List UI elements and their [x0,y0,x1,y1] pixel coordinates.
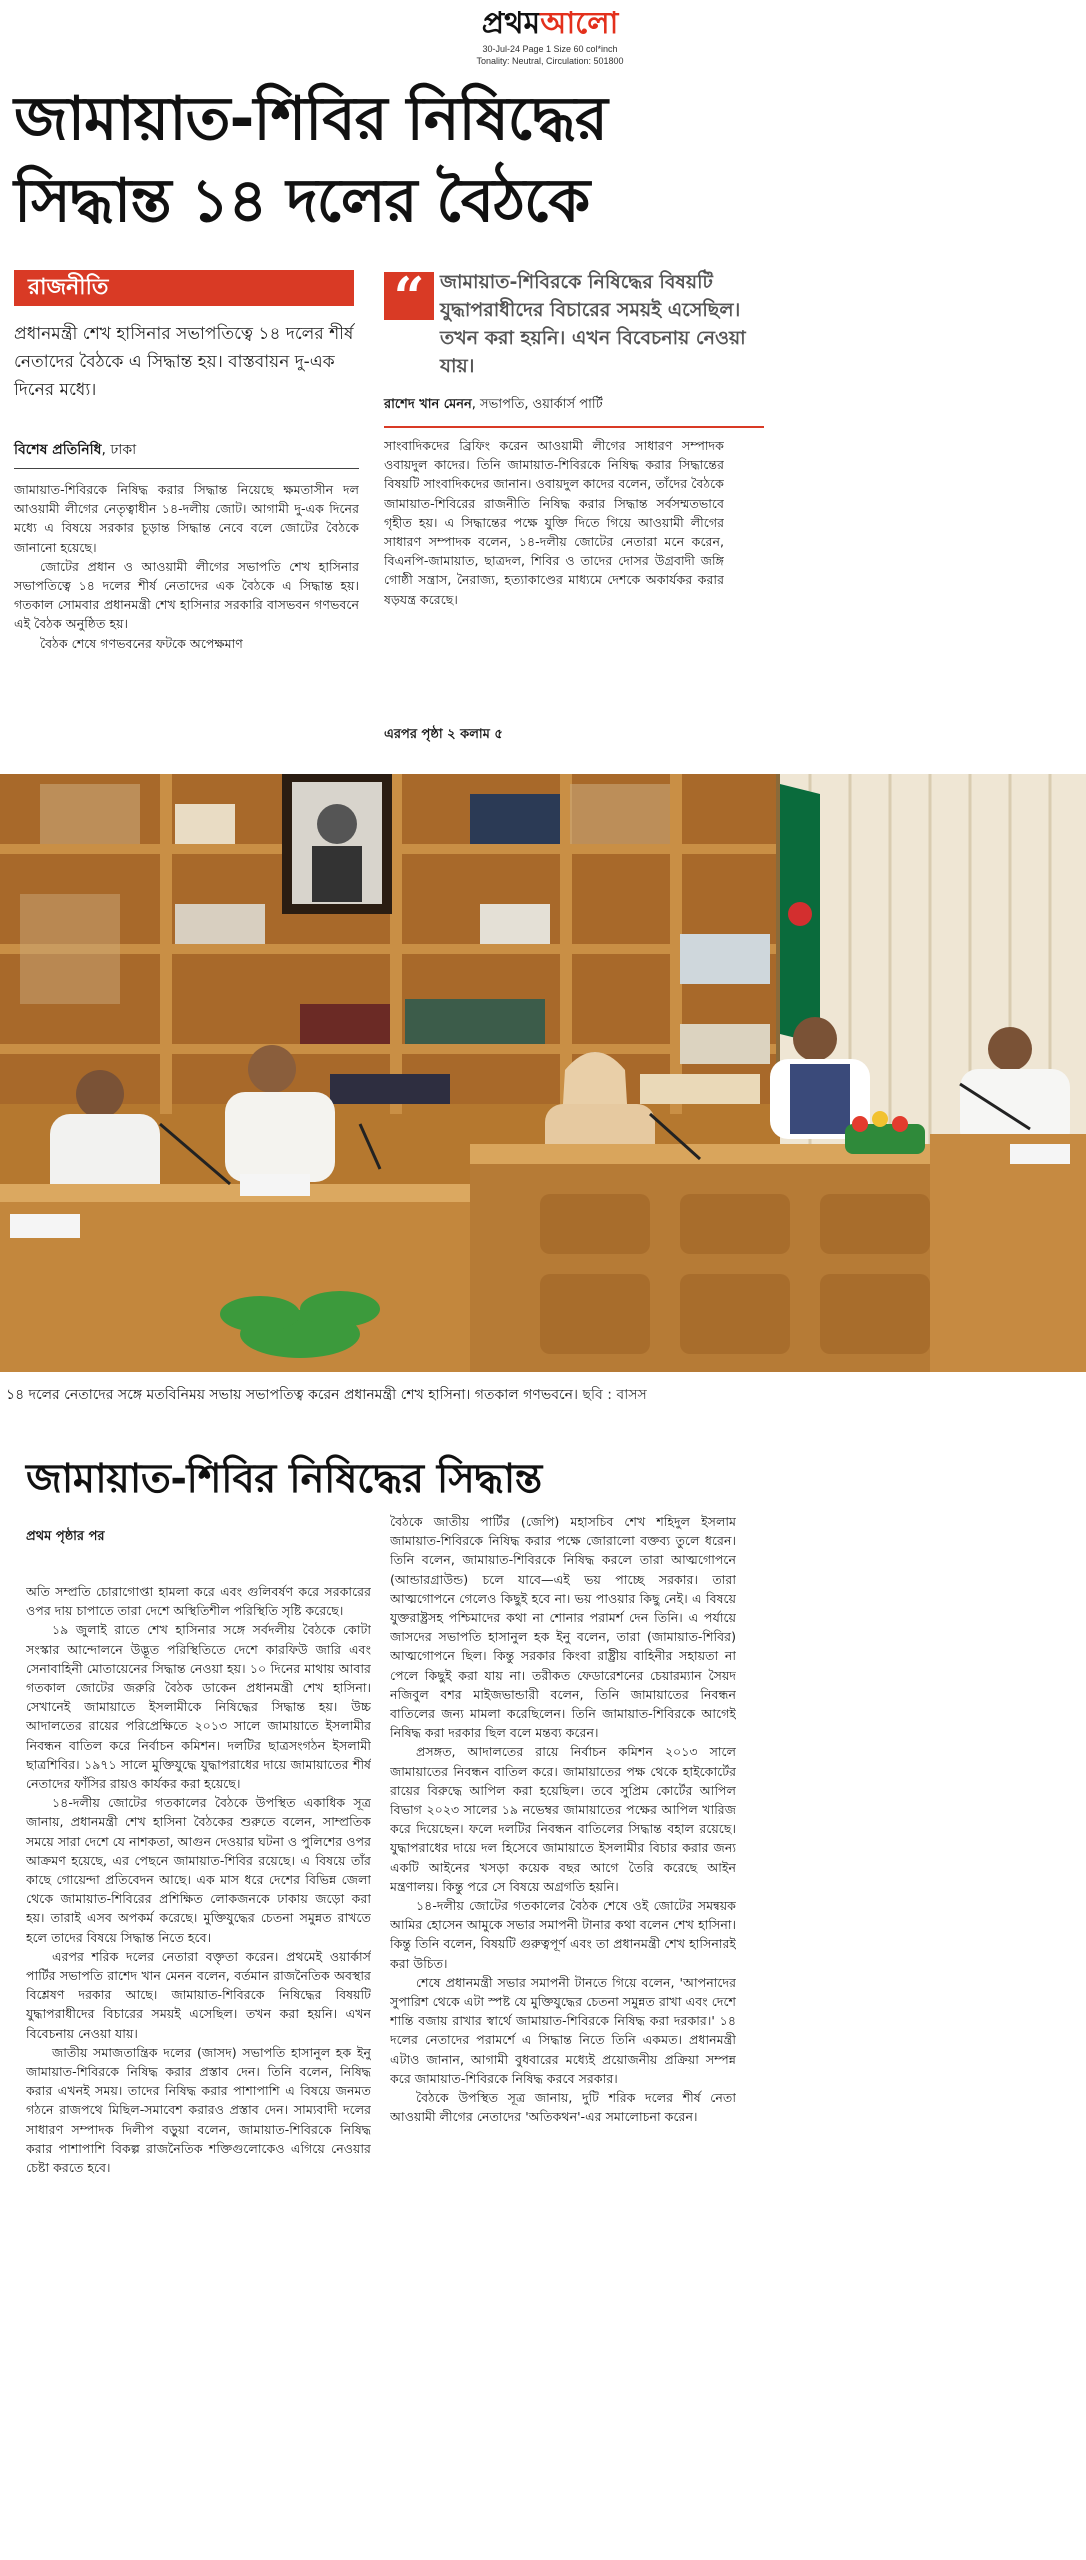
jump-left-paragraph: অতি সম্প্রতি চোরাগোপ্তা হামলা করে এবং গুলিবর্ষণ করে সরকারের ওপর দায় চাপাতে তারা দেশে অস্থিতিশীল পরিস্থিতি সৃষ্টি করেছে। [26,1584,371,1619]
article-left-paragraph: বৈঠক শেষে গণভবনের ফটকে অপেক্ষমাণ [40,635,243,651]
jump-left-paragraph: ১৯ জুলাই রাতে শেখ হাসিনার সঙ্গে সর্বদলীয় বৈঠকে কোটা সংস্কার আন্দোলনে উদ্ভূত পরিস্থিতিতে দেশে কারফিউ জারি এবং সেনাবাহিনী মোতায়েনের সিদ্ধান্ত নেওয়া হয়। ১০ দিনের মাথায় আবার গতকাল জোটের জরুরি বৈঠক ডাকেন প্রধানমন্ত্রী শেখ হাসিনা। সেখানেই জামায়াতে ইসলামীকে নিষিদ্ধের সিদ্ধান্ত হয়। উচ্চ আদালতের রায়ের পরিপ্রেক্ষিতে ২০১৩ সালে জামায়াতে ইসলামীর নিবন্ধন বাতিল করে নির্বাচন কমিশন। দলটির ছাত্রসংগঠন ইসলামী ছাত্রশিবির। ১৯৭১ সালে মুক্তিযুদ্ধে যুদ্ধাপরাধের দায়ে জামায়াতের শীর্ষ নেতাদের ফাঁসির রায়ও কার্যকর করা হয়েছে। [26,1622,371,1792]
main-headline [14,78,1074,242]
logo-text-left: প্রথম [481,6,541,41]
newspaper-logo [482,6,619,42]
quote-author [384,396,764,414]
article-left-paragraph: জামায়াত-শিবিরকে নিষিদ্ধ করার সিদ্ধান্ত নিয়েছে ক্ষমতাসীন দল আওয়ামী লীগের নেতৃত্বাধীন ১৪-দলীয় জোট। আগামী দু-এক দিনের মধ্যে এ বিষয়ে সরকার চূড়ান্ত সিদ্ধান্ত নেবে বলে জোটের বৈঠকে জানানো হয়েছে। [14,482,359,555]
continue-note: এরপর পৃষ্ঠা ২ কলাম ৫ [384,727,503,742]
photo-credit: ছবি : বাসস [582,1387,647,1403]
quote-mark-icon [384,272,434,320]
masthead [400,6,700,66]
continued-from-note: প্রথম পৃষ্ঠার পর [26,1529,105,1544]
jump-left-paragraph: ১৪-দলীয় জোটের গতকালের বৈঠকে উপস্থিত একাধিক সূত্র জানায়, প্রধানমন্ত্রী শেখ হাসিনা বৈঠকের শুরুতে বলেন, সাম্প্রতিক সময়ে সারা দেশে যে নাশকতা, আগুন দেওয়ার ঘটনা ও পুলিশের ওপর আক্রমণ হয়েছে, এর পেছনে জামায়াত-শিবির রয়েছে। এ বিষয়ে তাঁর কাছে গোয়েন্দা প্রতিবেদন আছে। এক মাস ধরে দেশের বিভিন্ন জেলা থেকে জামায়াত-শিবিরের প্রশিক্ষিত লোকজনকে ঢাকায় জড়ো করা হয়। তারাই এসব অপকর্ম করেছে। মুক্তিযুদ্ধের চেতনা সমুন্নত রাখতে হলে তাদের বিষয়ে সিদ্ধান্ত নিতে হবে। [26,1795,371,1945]
jump-left-paragraph: এরপর শরিক দলের নেতারা বক্তৃতা করেন। প্রথমেই ওয়ার্কার্স পার্টির সভাপতি রাশেদ খান মেনন বলেন, বর্তমান রাজনৈতিক অবস্থার বিশ্লেষণ দরকার আছে। জামায়াত-শিবিরকে নিষিদ্ধের বিষয়টি যুদ্ধাপরাধীদের বিচারের সময়ই এসেছিল। তখন করা হয়নি। এখন বিবেচনায় নেওয়া যায়। [26,1948,371,2041]
jump-right-column [390,1512,736,2550]
photo-caption [6,1384,1080,1406]
headline-line1: জামায়াত-শিবির নিষিদ্ধের [14,84,607,154]
jump-headline: জামায়াত-শিবির নিষিদ্ধের সিদ্ধান্ত [26,1456,542,1502]
jump-left-column [26,1582,371,2550]
jump-right-paragraph: ১৪-দলীয় জোটের গতকালের বৈঠক শেষে ওই জোটের সমন্বয়ক আমির হোসেন আমুকে সভার সমাপনী টানার কথা বলেন শেখ হাসিনা। কিন্তু তিনি বলেন, বিষয়টি গুরুত্বপূর্ণ এবং তা প্রধানমন্ত্রী শেখ হাসিনারই করা উচিত। [390,1898,736,1971]
clip-meta-line2: Tonality: Neutral, Circulation: 501800 [476,56,624,66]
quote-author-title: , সভাপতি, ওয়ার্কার্স পার্টি [471,397,603,412]
byline-divider [14,468,359,469]
article-left-column [14,480,359,770]
pull-quote: জামায়াত-শিবিরকে নিষিদ্ধের বিষয়টি যুদ্ধাপরাধীদের বিচারের সময়ই এসেছিল। তখন করা হয়নি। এখন বিবেচনায় নেওয়া যায়। [440,271,746,377]
jump-right-paragraph: প্রসঙ্গত, আদালতের রায়ে নির্বাচন কমিশন ২০১৩ সালে জামায়াতের নিবন্ধন বাতিল করে। জামায়াতের পক্ষ থেকে হাইকোর্টের রায়ের বিরুদ্ধে আপিল করা হয়েছিল। তবে সুপ্রিম কোর্টের আপিল বিভাগ ২০২৩ সালের ১৯ নভেম্বর জামায়াতের পক্ষের আপিল খারিজ করে দিয়েছেন। ফলে দলটির নিবন্ধন বাতিলের সিদ্ধান্ত বহাল রয়েছে। যুদ্ধাপরাধের দায়ে দল হিসেবে জামায়াতে ইসলামীর বিচার করার জন্য একটি আইনের খসড়া কয়েক বছর আগে তৈরি করেছে আইন মন্ত্রণালয়। কিন্তু পরে সে বিষয়ে অগ্রগতি হয়নি। [390,1744,736,1894]
svg-text:“: “ [393,272,425,320]
meeting-photo [0,774,1086,1372]
meeting-photo-illustration [0,774,1086,1372]
byline-role: বিশেষ প্রতিনিধি [14,442,102,458]
logo-text-right: আলো [540,6,619,41]
jump-right-paragraph: বৈঠকে উপস্থিত সূত্র জানায়, দুটি শরিক দলের শীর্ষ নেতা আওয়ামী লীগের নেতাদের 'অতিকথন'-এর সমালোচনা করেন। [390,2090,736,2125]
article-left-paragraph: জোটের প্রধান ও আওয়ামী লীগের সভাপতি শেখ হাসিনার সভাপতিত্বে ১৪ দলের শীর্ষ নেতাদের এক বৈঠকে এ সিদ্ধান্ত হয়। গতকাল সোমবার প্রধানমন্ত্রী শেখ হাসিনার সরকারি বাসভবন গণভবনে এই বৈঠক অনুষ্ঠিত হয়। [14,558,359,632]
quote-author-name: রাশেদ খান মেনন [384,397,472,412]
clip-meta-line1: 30-Jul-24 Page 1 Size 60 col*inch [482,44,618,54]
byline [14,440,359,460]
quote-divider [384,426,764,428]
headline-line2: সিদ্ধান্ত ১৪ দলের বৈঠকে [14,166,590,236]
lead-paragraph: প্রধানমন্ত্রী শেখ হাসিনার সভাপতিত্বে ১৪ দলের শীর্ষ নেতাদের বৈঠকে এ সিদ্ধান্ত হয়। বাস্তবায়ন দু-এক দিনের মধ্যে। [14,324,354,400]
jump-right-paragraph: বৈঠকে জাতীয় পার্টির (জেপি) মহাসচিব শেখ শহিদুল ইসলাম জামায়াত-শিবিরকে নিষিদ্ধ করার পক্ষে জোরালো বক্তব্য তুলে ধরেন। তিনি বলেন, জামায়াত-শিবিরকে নিষিদ্ধ করলে তারা আত্মগোপনে (আন্ডারগ্রাউন্ড) চলে যাবে—এই ভয় পাচ্ছে সরকার। তারা আত্মগোপনে গেলেও কিছুই হবে না। ভয় পাওয়ার কিছু নেই। এ বিষয়ে যুক্তরাষ্ট্রসহ পশ্চিমাদের কথা না শোনার পরামর্শ দেন তিনি। এ পর্যায়ে জাসদের সভাপতি হাসানুল হক ইনু বলেন, তারা (জামায়াত-শিবির) আত্মগোপনে ছিল। কিন্তু সরকার কিংবা রাষ্ট্রীয় বাহিনীর সহায়তা না পেলে কিছুই করা যায় না। তরীকত ফেডারেশনের চেয়ারম্যান সৈয়দ নজিবুল বশর মাইজভান্ডারী বলেন, তিনি জামায়াতের নিবন্ধন বাতিলের জন্য মামলা করেছিলেন। তিনি জামায়াত-শিবিরকে আগেই নিষিদ্ধ করা দরকার ছিল বলে মন্তব্য করেন। [390,1514,736,1741]
article-right-column [384,436,724,718]
section-tag: রাজনীতি [14,270,354,306]
byline-place: , ঢাকা [101,442,137,458]
article-right-paragraph: সাংবাদিকদের ব্রিফিং করেন আওয়ামী লীগের সাধারণ সম্পাদক ওবায়দুল কাদের। তিনি জামায়াত-শিবিরকে নিষিদ্ধ করার সিদ্ধান্তের বিষয়টি সাংবাদিকদের জানান। ওবায়দুল কাদের বলেন, তাঁদের বৈঠকে জামায়াত-শিবিরের রাজনীতি নিষিদ্ধ করার সিদ্ধান্ত সর্বসম্মতভাবে গৃহীত হয়। এ সিদ্ধান্তের পক্ষে যুক্তি দিতে গিয়ে আওয়ামী লীগের সাধারণ সম্পাদক বলেন, ১৪-দলীয় জোটের নেতারা মনে করেন, বিএনপি-জামায়াত, ছাত্রদল, শিবির ও তাদের দোসর উগ্রবাদী জঙ্গি গোষ্ঠী সন্ত্রাস, নৈরাজ্য, হত্যাকাণ্ডের মাধ্যমে দেশকে অকার্যকর করার ষড়যন্ত্র করেছে। [384,438,724,607]
jump-left-paragraph: জাতীয় সমাজতান্ত্রিক দলের (জাসদ) সভাপতি হাসানুল হক ইনু জামায়াত-শিবিরকে নিষিদ্ধ করার প্রস্তাব দেন। তিনি বলেন, নিষিদ্ধ করার এখনই সময়। তাদের নিষিদ্ধ করার পাশাপাশি এ বিষয়ে জনমত গঠনে রাজপথে মিছিল-সমাবেশ করারও প্রস্তাব দেন। সাম্যবাদী দলের সাধারণ সম্পাদক দিলীপ বড়ুয়া বলেন, জামায়াত-শিবিরকে নিষিদ্ধ করার পাশাপাশি বিকল্প রাজনৈতিক শক্তিগুলোকেও এগিয়ে নেওয়ার চেষ্টা করতে হবে। [26,2044,371,2176]
caption-text: ১৪ দলের নেতাদের সঙ্গে মতবিনিময় সভায় সভাপতিত্ব করেন প্রধানমন্ত্রী শেখ হাসিনা। গতকাল গণভবনে। [6,1387,579,1403]
jump-right-paragraph: শেষে প্রধানমন্ত্রী সভার সমাপনী টানতে গিয়ে বলেন, 'আপনাদের সুপারিশ থেকে এটা স্পষ্ট যে মুক্তিযুদ্ধের চেতনা সমুন্নত রাখা এবং দেশে শান্তি বজায় রাখার স্বার্থে জামায়াত-শিবিরকে নিষিদ্ধ করা দরকার।' ১৪ দলের নেতাদের পরামর্শে এ সিদ্ধান্ত নিতে তিনি একমত। প্রধানমন্ত্রী এটাও জানান, আগামী বুধবারের মধ্যেই প্রয়োজনীয় প্রক্রিয়া সম্পন্ন করে জামায়াত-শিবিরকে নিষিদ্ধ করবে সরকার। [390,1974,736,2086]
